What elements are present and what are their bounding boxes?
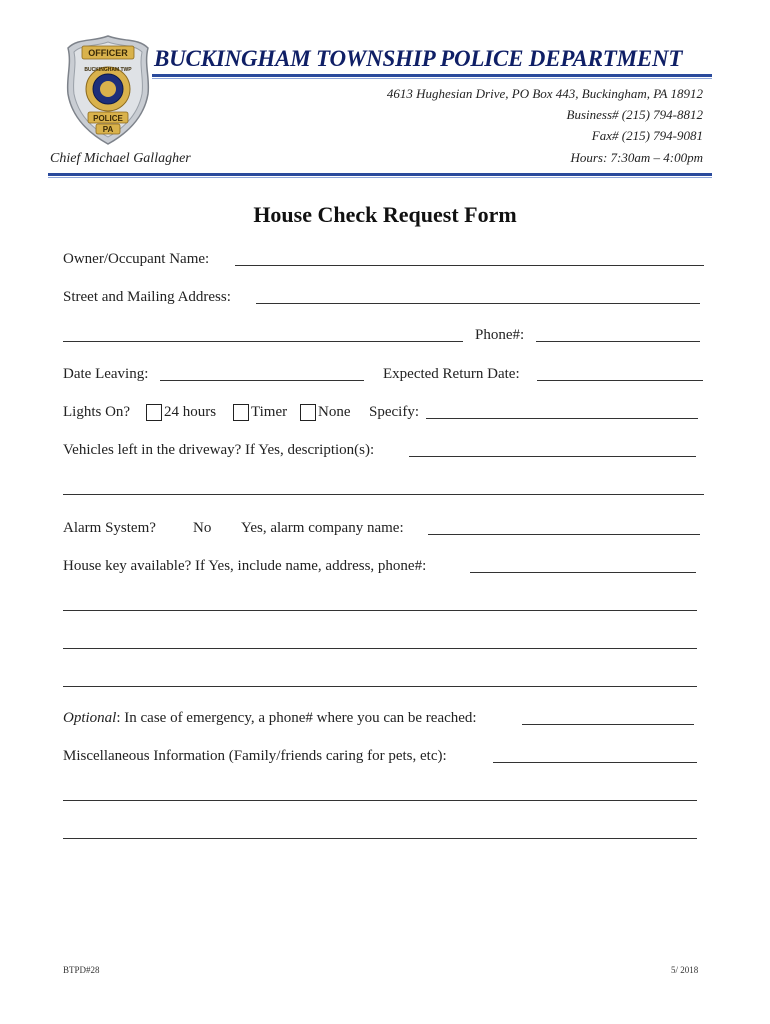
badge-mid-text: POLICE (93, 114, 123, 123)
office-hours: Hours: 7:30am – 4:00pm (570, 150, 703, 165)
specify-field[interactable] (426, 418, 698, 419)
form-title: House Check Request Form (253, 202, 517, 227)
house-key-field-line-3[interactable] (63, 648, 697, 649)
business-phone: Business# (215) 794-8812 (566, 107, 703, 122)
header-rule-bottom-accent (48, 177, 712, 178)
phone-label: Phone#: (475, 327, 525, 343)
owner-name-field[interactable] (235, 265, 704, 266)
address-field-line-2[interactable] (63, 341, 463, 342)
date-leaving-label: Date Leaving: (63, 366, 149, 382)
lights-timer-label: Timer (251, 404, 288, 420)
return-date-field[interactable] (537, 380, 703, 381)
address-field[interactable] (256, 303, 700, 304)
date-leaving-field[interactable] (160, 380, 364, 381)
header-rule-top-accent (152, 78, 712, 79)
misc-info-field-line-2[interactable] (63, 800, 697, 801)
badge-bottom-text: PA (102, 125, 114, 134)
address-line: 4613 Hughesian Drive, PO Box 443, Buckingham, PA 18912 (386, 86, 703, 101)
emergency-phone-label (63, 710, 477, 727)
misc-info-field-line-3[interactable] (63, 838, 697, 839)
misc-info-field[interactable] (493, 762, 697, 763)
fax-number: Fax# (215) 794-9081 (591, 128, 703, 143)
owner-name-label: Owner/Occupant Name: (63, 251, 210, 267)
lights-none-checkbox[interactable] (300, 404, 316, 421)
house-key-field[interactable] (470, 572, 696, 573)
department-title: BUCKINGHAM TOWNSHIP POLICE DEPARTMENT (154, 46, 683, 71)
misc-info-label: Miscellaneous Information (Family/friends caring for pets, etc): (63, 748, 447, 764)
vehicles-field-line-2[interactable] (63, 494, 704, 495)
lights-timer-checkbox[interactable] (233, 404, 249, 421)
house-key-field-line-2[interactable] (63, 610, 697, 611)
form-id: BTPD#28 (63, 965, 100, 975)
badge-top-text: OFFICER (88, 48, 128, 58)
optional-word: Optional (63, 710, 117, 726)
vehicles-label: Vehicles left in the driveway? If Yes, description(s): (63, 442, 375, 458)
specify-label: Specify: (369, 404, 419, 420)
police-badge-logo (64, 34, 152, 146)
alarm-company-field[interactable] (428, 534, 700, 535)
alarm-yes-label: Yes, alarm company name: (241, 520, 404, 536)
address-label: Street and Mailing Address: (63, 289, 231, 305)
house-key-label: House key available? If Yes, include name, address, phone#: (63, 558, 427, 574)
phone-field[interactable] (536, 341, 700, 342)
badge-ring-text: BUCKINGHAM TWP (84, 67, 132, 73)
alarm-system-label: Alarm System? (63, 520, 156, 536)
lights-none-label: None (318, 404, 351, 420)
emergency-phone-label-text: : In case of emergency, a phone# where you can be reached: (116, 710, 477, 726)
house-key-field-line-4[interactable] (63, 686, 697, 687)
header-rule-bottom (48, 173, 712, 176)
lights-24-hours-checkbox[interactable] (146, 404, 162, 421)
emergency-phone-field[interactable] (522, 724, 694, 725)
return-date-label: Expected Return Date: (383, 366, 520, 382)
chief-name: Chief Michael Gallagher (50, 151, 191, 166)
lights-on-label: Lights On? (63, 404, 131, 420)
lights-24-hours-label: 24 hours (164, 404, 217, 420)
alarm-no-label: No (193, 520, 212, 536)
revision-date: 5/ 2018 (671, 965, 699, 975)
vehicles-field[interactable] (409, 456, 696, 457)
header-rule-top (152, 74, 712, 77)
